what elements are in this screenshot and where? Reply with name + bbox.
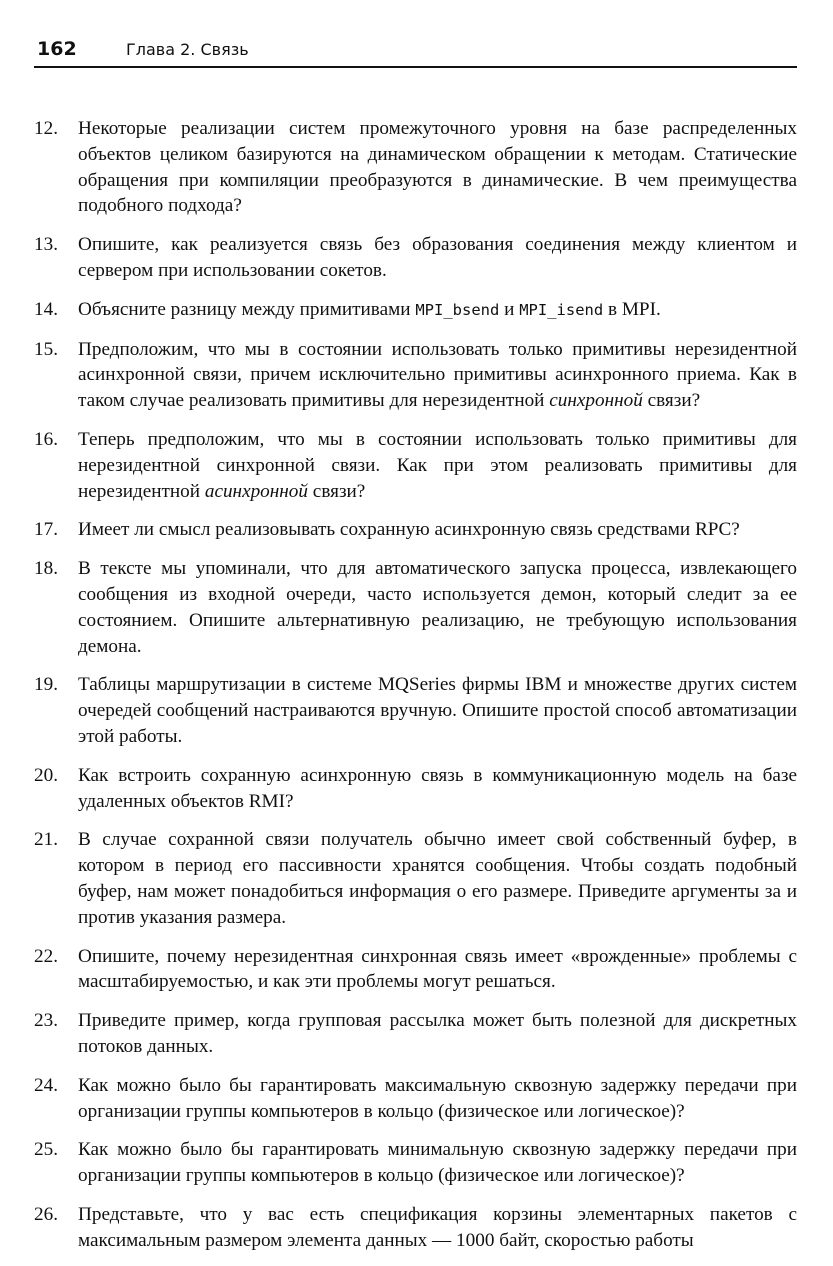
exercise-number: 23. <box>34 1010 58 1032</box>
exercise-text <box>78 944 797 996</box>
exercise-item <box>34 116 797 219</box>
exercise-item <box>34 1008 797 1060</box>
page-header <box>34 38 797 68</box>
text-run: Как можно было бы гарантировать минимальную сквозную задержку передачи при организации группы компьютеров в кольцо (физическое или логическое)? <box>78 1139 797 1187</box>
exercise-item <box>34 763 797 815</box>
exercise-item <box>34 232 797 284</box>
emphasis-text: синхронной <box>549 390 643 412</box>
exercise-item <box>34 827 797 930</box>
exercise-number: 20. <box>34 764 58 786</box>
text-run: связи? <box>642 390 701 412</box>
page-number: 162 <box>37 38 77 60</box>
exercise-item <box>34 517 797 543</box>
chapter-title: Глава 2. Связь <box>126 40 249 59</box>
exercise-number: 26. <box>34 1203 58 1225</box>
exercise-number: 17. <box>34 519 58 541</box>
emphasis-text: асинхронной <box>204 480 308 502</box>
text-run: в MPI. <box>603 298 661 320</box>
exercise-number: 21. <box>34 829 58 851</box>
exercise-text <box>78 297 797 324</box>
text-run: Таблицы маршрутизации в системе MQSeries фирмы IBM и множестве других систем очередей сообщений настраиваются вручную. Опишите простой способ автоматизации этой работы. <box>78 674 797 747</box>
exercise-number: 15. <box>34 338 58 360</box>
text-run: связи? <box>308 480 366 502</box>
text-run: Теперь предположим, что мы в состоянии использовать только примитивы для нерезидентной синхронной связи. Как при этом реализовать примитивы для нерезидентной <box>78 428 797 502</box>
text-run: В случае сохранной связи получатель обычно имеет свой собственный буфер, в котором в период его пассивности хранятся сообщения. Чтобы создать подобный буфер, нам может понадобиться информация о его размере. Приведите аргументы за и против указания размера. <box>78 829 797 928</box>
exercise-number: 12. <box>34 118 58 139</box>
exercise-number: 25. <box>34 1139 58 1161</box>
exercise-number: 22. <box>34 945 58 967</box>
exercise-text <box>78 517 797 543</box>
text-run: Приведите пример, когда групповая рассылка может быть полезной для дискретных потоков данных. <box>78 1010 797 1057</box>
text-run: Опишите, почему нерезидентная синхронная связь имеет «врожденные» проблемы с масштабируемостью, и как эти проблемы могут решаться. <box>78 945 797 993</box>
exercise-text <box>78 556 797 659</box>
text-run: Опишите, как реализуется связь без образования соединения между клиентом и сервером при использовании сокетов. <box>78 234 797 281</box>
exercise-item <box>34 672 797 749</box>
text-run: Объясните разницу между примитивами <box>78 298 416 320</box>
text-run: Имеет ли смысл реализовывать сохранную асинхронную связь средствами RPC? <box>78 519 740 541</box>
exercise-text <box>78 427 797 504</box>
exercise-item <box>34 427 797 504</box>
code-term: MPI_bsend <box>415 300 500 319</box>
exercise-item <box>34 1073 797 1125</box>
exercise-text <box>78 232 797 284</box>
exercise-item <box>34 1137 797 1189</box>
exercise-text <box>78 1008 797 1060</box>
exercise-number: 16. <box>34 428 58 450</box>
exercise-item <box>34 944 797 996</box>
text-run: Как можно было бы гарантировать максимальную сквозную задержку передачи при организации группы компьютеров в кольцо (физическое или логическое)? <box>78 1074 797 1122</box>
text-run: и <box>499 298 520 320</box>
exercise-text <box>78 116 797 219</box>
exercise-number: 19. <box>34 674 58 696</box>
exercise-number: 13. <box>34 234 58 256</box>
exercise-text <box>78 827 797 930</box>
exercise-text <box>78 337 797 414</box>
text-run: Как встроить сохранную асинхронную связь в коммуникационную модель на базе удаленных объектов RMI? <box>78 764 797 812</box>
code-term: MPI_isend <box>519 300 604 319</box>
exercise-text <box>78 1137 797 1189</box>
exercise-number: 14. <box>34 298 58 320</box>
exercise-text <box>78 1073 797 1125</box>
exercise-item <box>34 337 797 414</box>
exercise-text <box>78 763 797 815</box>
text-run: Некоторые реализации систем промежуточного уровня на базе распределенных объектов целиком базируются на динамическом обращении к методам. Статические обращения при компиляции преобразуются в динамические. В чем преимущества подобного подхода? <box>78 118 797 217</box>
exercise-number: 24. <box>34 1074 58 1096</box>
text-run: Представьте, что у вас есть спецификация корзины элементарных пакетов с максимальным размером элемента данных — 1000 байт, скоростью работы <box>78 1203 797 1251</box>
text-run: В тексте мы упоминали, что для автоматического запуска процесса, извлекающего сообщения из входной очереди, часто используется демон, который следит за ее состоянием. Опишите альтернативную реализацию, не требующую использования демона. <box>78 558 797 657</box>
text-run: Предположим, что мы в состоянии использовать только примитивы нерезидентной асинхронной связи, причем исключительно примитивы асинхронного приема. Как в таком случае реализовать примитивы для нерезидентной <box>78 338 797 412</box>
exercise-list <box>34 116 797 1266</box>
exercise-item <box>34 297 797 324</box>
exercise-number: 18. <box>34 558 58 580</box>
exercise-item <box>34 556 797 659</box>
exercise-text <box>78 672 797 749</box>
